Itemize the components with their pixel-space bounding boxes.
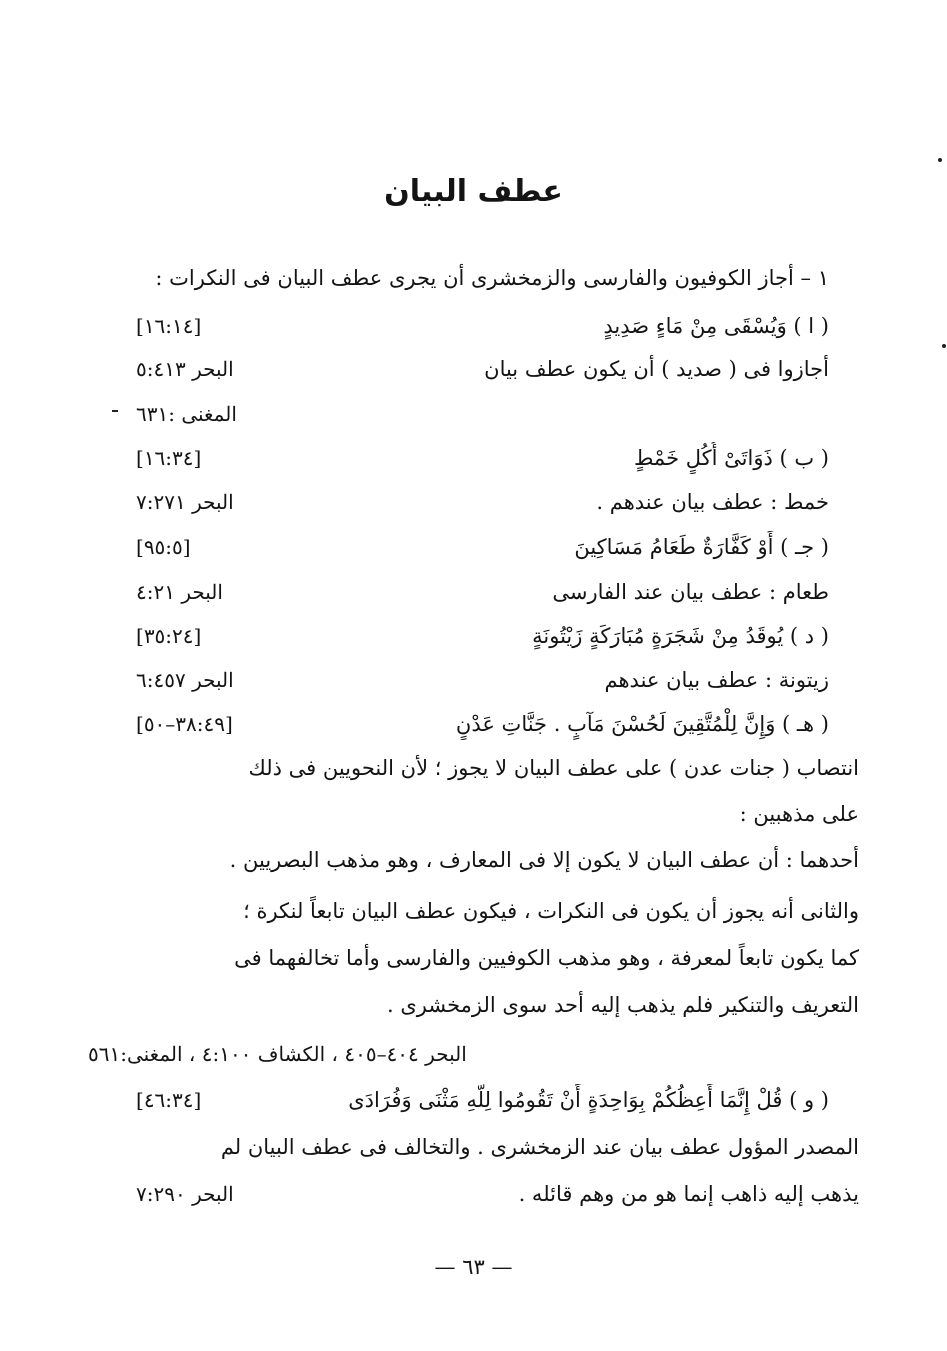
page-number: — ٦٣ — <box>434 1255 513 1279</box>
paragraph-line: كما يكون تابعاً لمعرفة ، وهو مذهب الكوفيين والفارسى وأما تخالفهما فى <box>234 946 859 970</box>
paragraph-line: والثانى أنه يجوز أن يكون فى النكرات ، فيكون عطف البيان تابعاً لنكرة ؛ <box>243 899 859 923</box>
example-ref: [٣٨:٤٩–٥٠] <box>136 712 233 736</box>
paragraph-line: انتصاب ( جنات عدن ) على عطف البيان لا يجوز ؛ لأن النحويين فى ذلك <box>248 756 859 780</box>
intro-line <box>88 262 829 294</box>
example-ref: البحر ٥:٤١٣ <box>136 357 234 381</box>
example-line <box>88 664 829 696</box>
example-line <box>88 576 829 608</box>
scan-speck <box>112 410 118 412</box>
closing-line-with-ref <box>88 1178 859 1210</box>
example-text: زيتونة : عطف بيان عندهم <box>604 668 829 692</box>
scan-speck <box>942 344 946 348</box>
paragraph-line: التعريف والتنكير فلم يذهب إليه أحد سوى الزمخشرى . <box>387 993 859 1017</box>
example-line <box>88 531 829 563</box>
example-text: ( ا ) وَيُسْقَى مِنْ مَاءٍ صَدِيدٍ <box>603 314 829 338</box>
example-text: ( و ) قُلْ إِنَّمَا أَعِظُكُمْ بِوَاحِدَةٍ أَنْ تَقُومُوا لِلّهِ مَثْنَى وَفُرَادَى <box>348 1088 829 1112</box>
example-line <box>88 1084 829 1116</box>
example-ref: [١٦:٣٤] <box>136 446 202 470</box>
closing-text: يذهب إليه ذاهب إنما هو من وهم قائله . <box>518 1182 859 1206</box>
paragraph-line: أحدهما : أن عطف البيان لا يكون إلا فى المعارف ، وهو مذهب البصريين . <box>229 848 859 872</box>
example-ref: [٩٥:٥] <box>136 535 191 559</box>
scan-speck <box>938 158 942 162</box>
example-text: ( جـ ) أَوْ كَفَّارَةٌ طَعَامُ مَسَاكِينَ <box>574 535 829 559</box>
sources-line: البحر ٤٠٤–٤٠٥ ، الكشاف ٤:١٠٠ ، المغنى:٥٦١ <box>88 1042 467 1066</box>
example-ref: [٣٥:٢٤] <box>136 624 202 648</box>
closing-line: المصدر المؤول عطف بيان عند الزمخشرى . والتخالف فى عطف البيان لم <box>220 1135 859 1159</box>
paragraph-line: على مذهبين : <box>739 802 859 826</box>
example-ref: البحر ٦:٤٥٧ <box>136 668 234 692</box>
example-text: ( هـ ) وَإِنَّ لِلْمُتَّقِينَ لَحُسْنَ مَآبٍ . جَنَّاتِ عَدْنٍ <box>455 712 829 736</box>
example-line <box>88 442 829 474</box>
example-line <box>88 486 829 518</box>
example-line <box>88 310 829 342</box>
example-ref: البحر ٧:٢٧١ <box>136 490 234 514</box>
example-ref: البحر ٤:٢١ <box>136 580 223 604</box>
example-line <box>88 398 829 430</box>
intro-text: ١ – أجاز الكوفيون والفارسى والزمخشرى أن يجرى عطف البيان فى النكرات : <box>155 266 829 290</box>
example-ref: المغنى :٦٣١ <box>136 402 237 426</box>
example-line <box>88 708 829 740</box>
example-line <box>88 620 829 652</box>
example-ref: [٤٦:٣٤] <box>136 1088 202 1112</box>
example-text: طعام : عطف بيان عند الفارسى <box>552 580 829 604</box>
example-text: ( ب ) ذَوَاتَىْ أُكُلٍ خَمْطٍ <box>634 446 829 470</box>
example-ref: [١٦:١٤] <box>136 314 202 338</box>
page-title: عطف البيان <box>384 174 563 209</box>
example-text: ( د ) يُوقَدُ مِنْ شَجَرَةٍ مُبَارَكَةٍ زَيْتُونَةٍ <box>532 624 829 648</box>
closing-ref: البحر ٧:٢٩٠ <box>136 1182 234 1206</box>
example-text: أجازوا فى ( صديد ) أن يكون عطف بيان <box>484 357 829 381</box>
example-line <box>88 353 829 385</box>
example-text: خمط : عطف بيان عندهم . <box>596 490 829 514</box>
